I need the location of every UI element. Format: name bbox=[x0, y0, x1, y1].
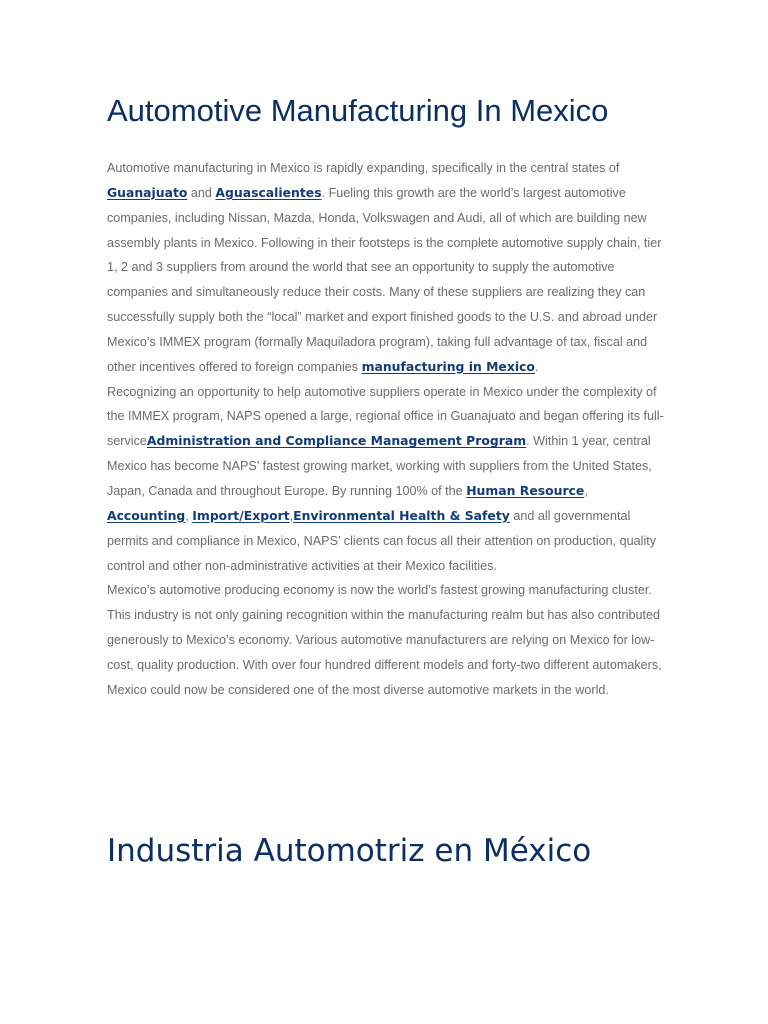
paragraph-text: Automotive manufacturing in Mexico is rapidly expanding, specifically in the central states of bbox=[107, 161, 620, 175]
article-body bbox=[107, 156, 667, 703]
paragraph-text: and all governmental permits and compliance in Mexico, NAPS’ clients can focus all their attention on production, quality control and other non-administrative activities at their Mexico facilities. bbox=[107, 508, 657, 573]
paragraph-naps bbox=[107, 380, 667, 579]
paragraph-text: Recognizing an opportunity to help automotive suppliers operate in Mexico under the complexity of the IMMEX program, NAPS opened a large, regional office in Guanajuato and began offering its full-service bbox=[107, 384, 664, 449]
page-title: Automotive Manufacturing In Mexico bbox=[107, 93, 609, 128]
paragraph-text: . Fueling this growth are the world’s largest automotive companies, including Nissan, Mazda, Honda, Volkswagen and Audi, all of which are building new assembly plants in Mexico. Following in their footsteps is the complete automotive supply chain, tier 1, 2 and 3 suppliers from around the world that see an opportunity to supply the automotive companies and simultaneously reduce their costs. Many of these suppliers are realizing they can successfully supply both the “local” market and export finished goods to the U.S. and abroad under Mexico’s IMMEX program (formally Maquiladora program), taking full advantage of tax, fiscal and other incentives offered to foreign companies bbox=[107, 185, 662, 374]
paragraph-text: . bbox=[534, 359, 539, 374]
paragraph-intro bbox=[107, 156, 667, 380]
link-administration-compliance-program[interactable]: Administration and Compliance Management Program bbox=[146, 433, 527, 449]
paragraph-text: and bbox=[187, 185, 216, 200]
link-guanajuato[interactable]: Guanajuato bbox=[107, 184, 188, 200]
paragraph-economy: Mexico’s automotive producing economy is now the world’s fastest growing manufacturing cluster. This industry is not only gaining recognition within the manufacturing realm but has also contributed generously to Mexico’s economy. Various automotive manufacturers are relying on Mexico for low-cost, quality production. With over four hundred different models and forty-two different automakers, Mexico could now be considered one of the most diverse automotive markets in the world. bbox=[107, 583, 662, 697]
section-title-spanish: Industria Automotriz en México bbox=[107, 833, 592, 869]
paragraph-text: , bbox=[289, 508, 294, 523]
paragraph-text: , bbox=[584, 483, 588, 498]
paragraph-text: . Within 1 year, central Mexico has become NAPS’ fastest growing market, working with suppliers from the United States, Japan, Canada and throughout Europe. By running 100% of the bbox=[107, 434, 652, 498]
link-manufacturing-in-mexico[interactable]: manufacturing in Mexico bbox=[361, 358, 535, 374]
link-accounting[interactable]: Accounting bbox=[107, 507, 186, 523]
link-import-export[interactable]: Import/Export bbox=[192, 507, 290, 523]
link-aguascalientes[interactable]: Aguascalientes bbox=[215, 184, 322, 200]
link-human-resource[interactable]: Human Resource bbox=[466, 482, 585, 498]
link-environmental-health-safety[interactable]: Environmental Health & Safety bbox=[293, 507, 510, 523]
paragraph-text: , bbox=[185, 508, 193, 523]
